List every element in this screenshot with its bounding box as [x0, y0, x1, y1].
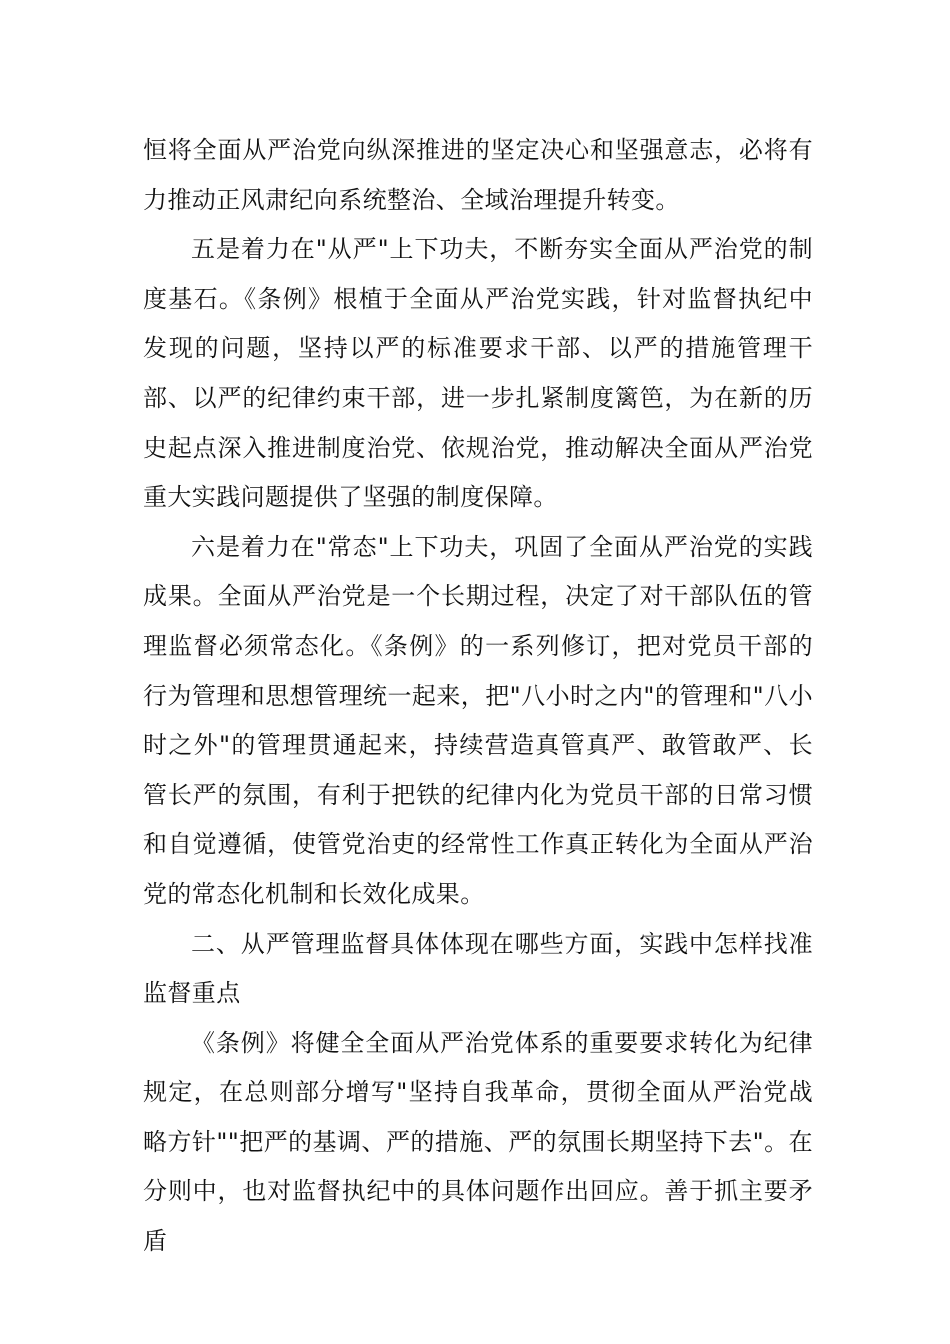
section-heading-two: 二、从严管理监督具体体现在哪些方面，实践中怎样找准监督重点 — [143, 929, 813, 1008]
paragraph-regulation-summary: 《条例》将健全全面从严治党体系的重要要求转化为纪律规定，在总则部分增写"坚持自我革命，贯彻全面从严治党战略方针""把严的基调、严的措施、严的氛围长期坚持下去"。在分则中，也对监督执纪中的具体问题作出回应。善于抓主要矛盾 — [143, 1028, 813, 1256]
document-body — [143, 126, 813, 1267]
paragraph-point-six: 六是着力在"常态"上下功夫，巩固了全面从严治党的实践成果。全面从严治党是一个长期过程，决定了对干部队伍的管理监督必须常态化。《条例》的一系列修订，把对党员干部的行为管理和思想管理统一起来，把"八小时之内"的管理和"八小时之外"的管理贯通起来，持续营造真管真严、敢管敢严、长管长严的氛围，有利于把铁的纪律内化为党员干部的日常习惯和自觉遵循，使管党治吏的经常性工作真正转化为全面从严治党的常态化机制和长效化成果。 — [143, 532, 813, 908]
paragraph-point-five: 五是着力在"从严"上下功夫，不断夯实全面从严治党的制度基石。《条例》根植于全面从严治党实践，针对监督执纪中发现的问题，坚持以严的标准要求干部、以严的措施管理干部、以严的纪律约束干部，进一步扎紧制度篱笆，为在新的历史起点深入推进制度治党、依规治党，推动解决全面从严治党重大实践问题提供了坚强的制度保障。 — [143, 235, 813, 512]
paragraph-continuation: 恒将全面从严治党向纵深推进的坚定决心和坚强意志，必将有力推动正风肃纪向系统整治、全域治理提升转变。 — [143, 136, 813, 214]
